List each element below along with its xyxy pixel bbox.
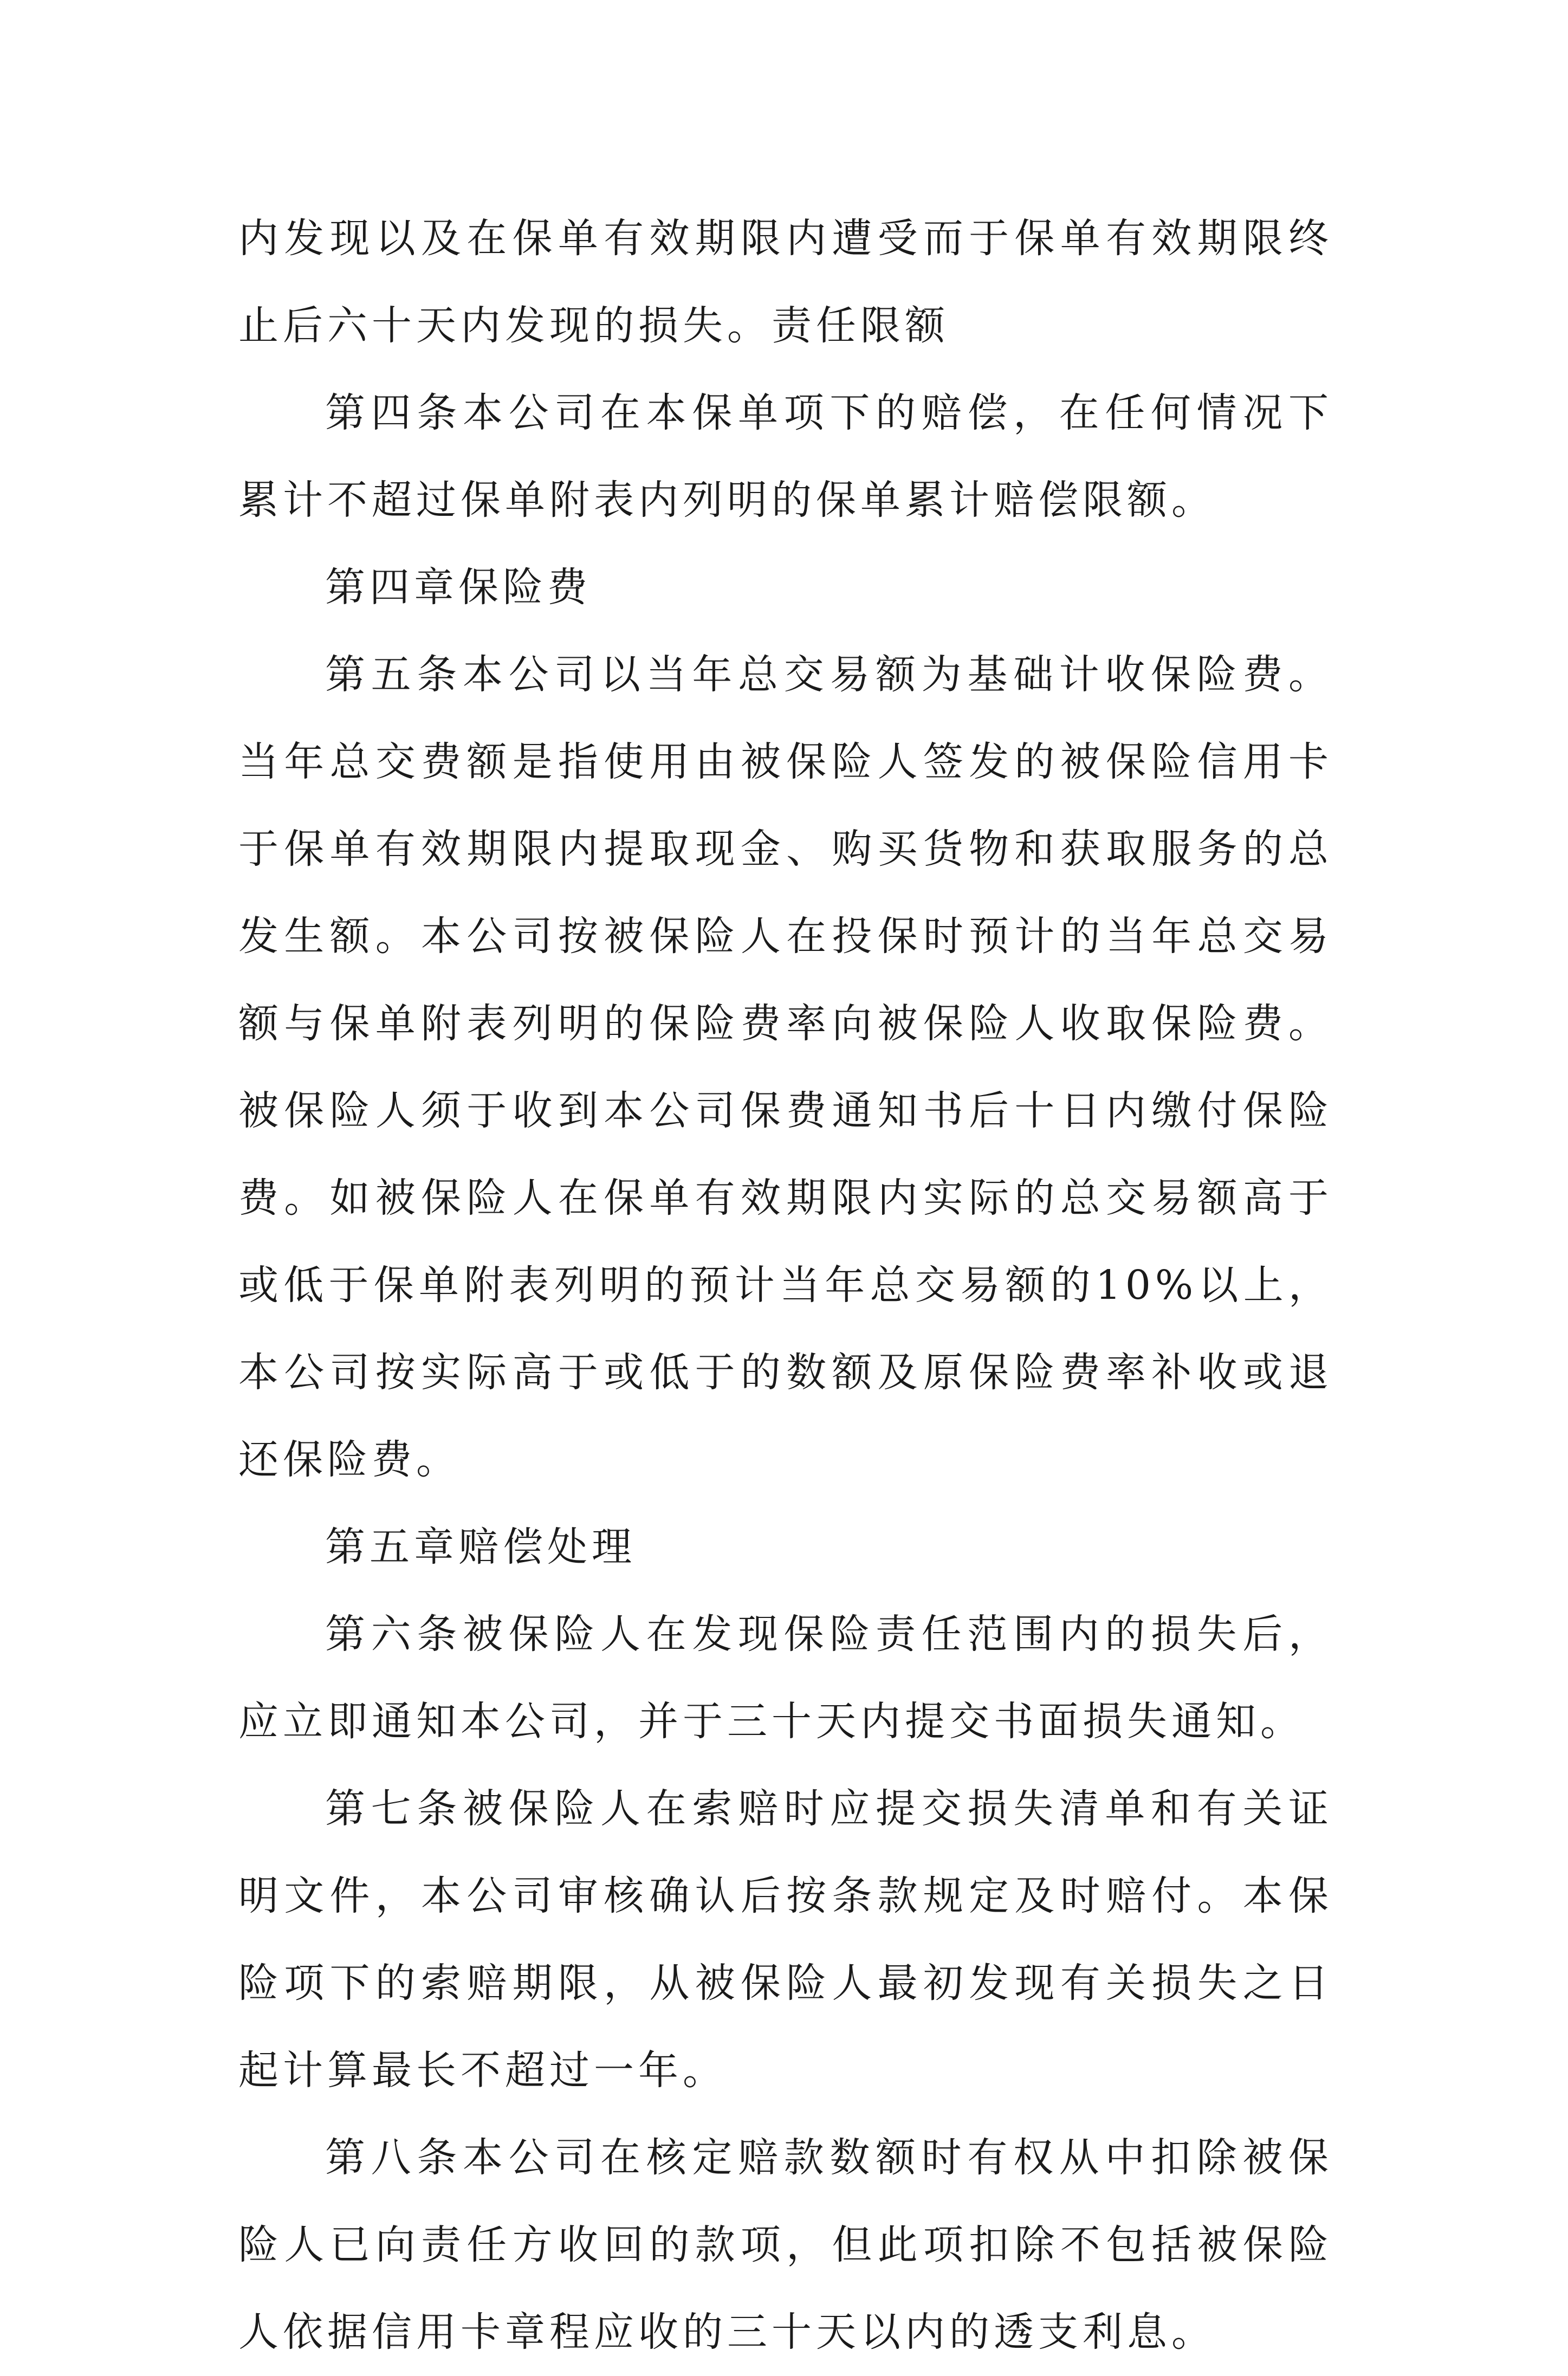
paragraph-article-8: 第八条本公司在核定赔款数额时有权从中扣除被保险人已向责任方收回的款项，但此项扣除不包括被保险人依据信用卡章程应收的三十天以内的透支利息。 [238,2134,1333,2355]
paragraph-article-5: 第五条本公司以当年总交易额为基础计收保险费。当年总交费额是指使用由被保险人签发的被保险信用卡于保单有效期限内提取现金、购买货物和获取服务的总发生额。本公司按被保险人在投保时预计的当年总交易额与保单附表列明的保险费率向被保险人收取保险费。被保险人须于收到本公司保费通知书后十日内缴付保险费。如被保险人在保单有效期限内实际的总交易额高于或低于保单附表列明的预计当年总交易额的10%以上，本公司按实际高于或低于的数额及原保险费率补收或退还保险费。 [238,651,1333,1483]
chapter-heading-4: 第四章保险费 [325,564,592,611]
paragraph-article-4: 第四条本公司在本保单项下的赔偿，在任何情况下累计不超过保单附表内列明的保单累计赔偿限额。 [238,390,1333,523]
document-body [238,195,1333,2376]
paragraph-continuation: 内发现以及在保单有效期限内遭受而于保单有效期限终止后六十天内发现的损失。责任限额 [238,215,1333,349]
paragraph-article-7: 第七条被保险人在索赔时应提交损失清单和有关证明文件，本公司审核确认后按条款规定及时赔付。本保险项下的索赔期限，从被保险人最初发现有关损失之日起计算最长不超过一年。 [238,1785,1333,2094]
chapter-heading-5: 第五章赔偿处理 [325,1524,636,1570]
paragraph-article-6: 第六条被保险人在发现保险责任范围内的损失后，应立即通知本公司，并于三十天内提交书面损失通知。 [238,1611,1333,1745]
